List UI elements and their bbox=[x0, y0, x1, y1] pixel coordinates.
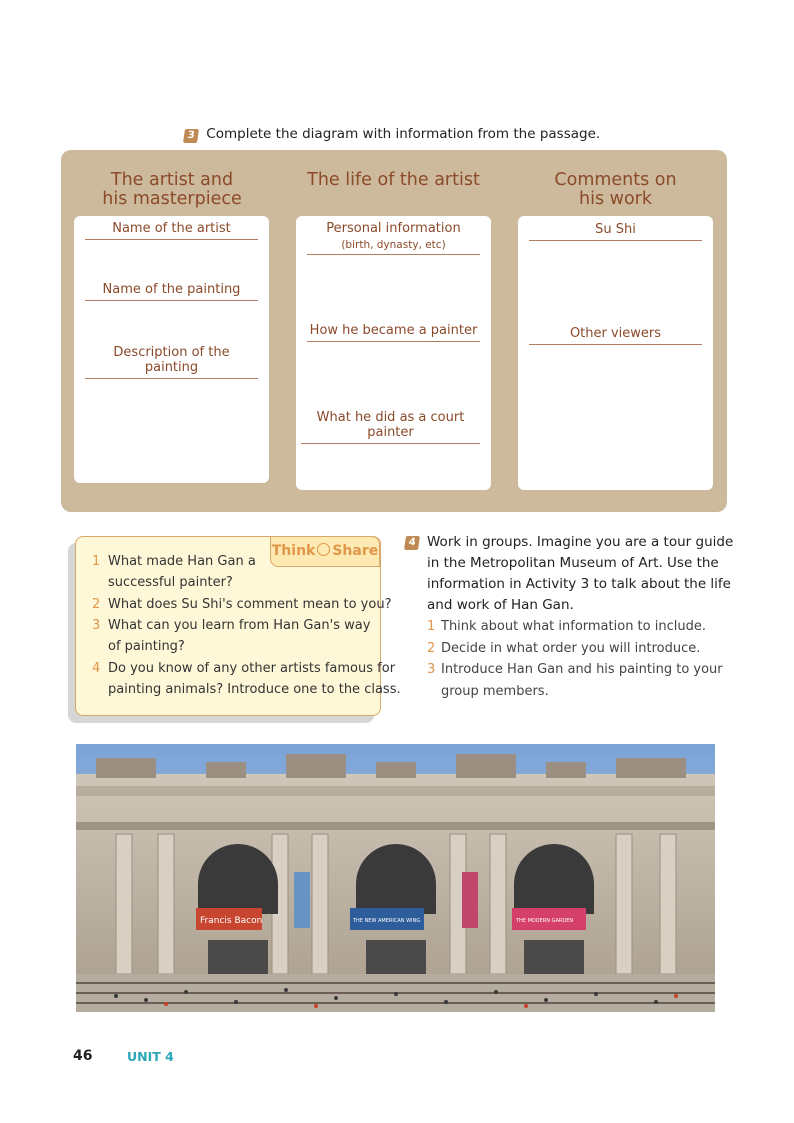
question-2: 2 What does Su Shi's comment mean to you? bbox=[92, 597, 392, 612]
lightbulb-icon bbox=[317, 543, 330, 556]
field-painting-name[interactable]: Name of the painting bbox=[85, 282, 258, 301]
field-painting-description[interactable]: Description of the painting bbox=[85, 345, 258, 379]
question-3: 3 What can you learn from Han Gan's way of painting? bbox=[92, 618, 371, 654]
activity-3-text: Complete the diagram with information from the passage. bbox=[206, 126, 601, 142]
field-artist-name[interactable]: Name of the artist bbox=[85, 221, 258, 240]
question-4: 4 Do you know of any other artists famous for painting animals? Introduce one to the class. bbox=[92, 661, 401, 697]
museum-facade-image bbox=[76, 744, 715, 1012]
diagram-panel bbox=[61, 150, 727, 512]
question-1: 1 What made Han Gan a successful painter? bbox=[92, 554, 256, 590]
think-share-label: Think Share bbox=[270, 536, 380, 567]
col2-card bbox=[296, 216, 491, 490]
activity-3-badge: 3 bbox=[183, 129, 199, 143]
banner-left-text: Francis Bacon bbox=[200, 916, 263, 926]
page-number: 46 bbox=[73, 1048, 93, 1064]
step-2: 2 Decide in what order you will introduce. bbox=[427, 640, 701, 656]
banner-mid-text: THE NEW AMERICAN WING bbox=[353, 918, 421, 924]
col3-card bbox=[518, 216, 713, 490]
activity-4 bbox=[405, 532, 733, 702]
activity-3-instruction bbox=[184, 126, 600, 143]
field-other-viewers[interactable]: Other viewers bbox=[529, 326, 702, 345]
banner-right-text: THE MODERN GARDEN bbox=[516, 918, 574, 924]
col3-title: Comments on his work bbox=[554, 170, 677, 209]
activity-4-steps: 1 Think about what information to include. 2 Decide in what order you will introduce. 3 Introduce Han Gan and his painting to your group members. bbox=[427, 616, 733, 702]
field-court-painter[interactable]: What he did as a court painter bbox=[301, 410, 480, 444]
col1-title: The artist and his masterpiece bbox=[102, 170, 242, 209]
museum-photo bbox=[76, 744, 715, 1012]
field-su-shi[interactable]: Su Shi bbox=[529, 222, 702, 241]
step-3: 3 Introduce Han Gan and his painting to your bbox=[427, 662, 723, 677]
unit-label: UNIT 4 bbox=[127, 1049, 174, 1064]
field-became-painter[interactable]: How he became a painter bbox=[307, 323, 480, 342]
activity-4-text: Work in groups. Imagine you are a tour guide in the Metropolitan Museum of Art. Use the information in Activity 3 to talk about the life and work of Han Gan. bbox=[427, 534, 734, 613]
step-1: 1 Think about what information to include. bbox=[427, 619, 706, 634]
field-personal-info[interactable]: Personal information (birth, dynasty, etc) bbox=[307, 221, 480, 255]
col2-title: The life of the artist bbox=[307, 170, 480, 190]
activity-4-badge: 4 bbox=[404, 536, 420, 550]
col1-card bbox=[74, 216, 269, 483]
